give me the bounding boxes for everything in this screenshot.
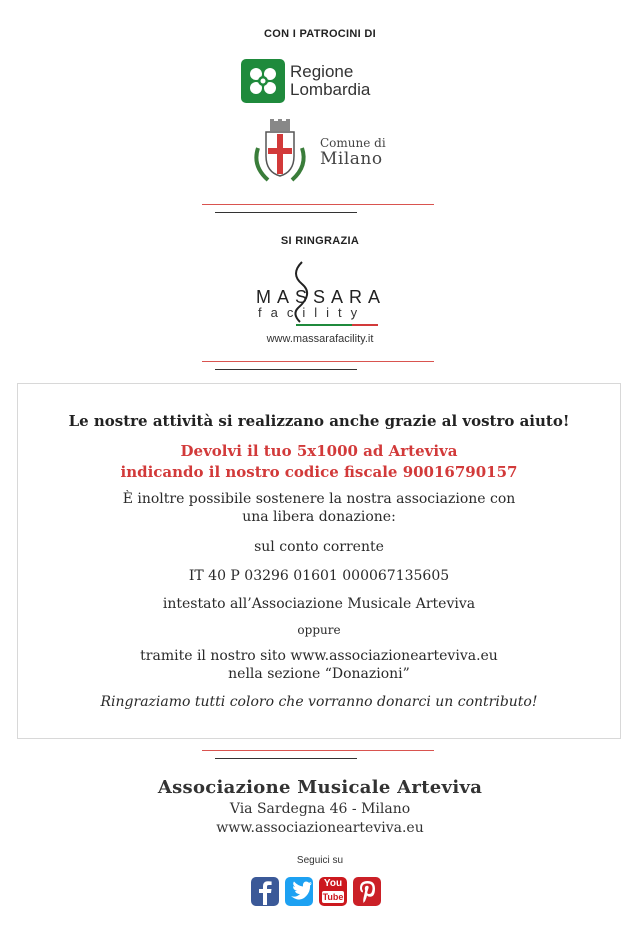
divider-dark xyxy=(215,758,357,759)
youtube-icon-bottom: Tube xyxy=(322,892,344,902)
divider-dark xyxy=(215,212,357,213)
support-card xyxy=(17,383,621,739)
donation-text-line2: una libera donazione: xyxy=(242,509,396,525)
massara-logo-name: MASSARA xyxy=(256,287,387,307)
highlight-5x1000-line2: indicando il nostro codice fiscale 90016790157 xyxy=(120,463,518,481)
regione-lombardia-logo xyxy=(240,58,400,104)
org-address: Via Sardegna 46 - Milano xyxy=(229,801,411,817)
site-text-line1: tramite il nostro sito www.associazionearteviva.eu xyxy=(140,648,498,664)
comune-milano-logo xyxy=(248,118,398,184)
divider-red xyxy=(202,361,434,362)
divider-red xyxy=(202,204,434,205)
org-website[interactable]: www.associazionearteviva.eu xyxy=(216,820,424,836)
massara-logo-facility: facility xyxy=(258,305,367,320)
follow-label: Seguici su xyxy=(296,855,344,866)
divider-dark xyxy=(215,369,357,370)
comune-logo-line2: Milano xyxy=(320,149,383,169)
account-holder: intestato all’Associazione Musicale Arteviva xyxy=(162,596,476,612)
site-text-line2: nella sezione “Donazioni” xyxy=(228,666,410,682)
highlight-5x1000-line1: Devolvi il tuo 5x1000 ad Arteviva xyxy=(180,442,458,460)
regione-logo-line2: Lombardia xyxy=(290,80,371,99)
support-title: Le nostre attività si realizzano anche grazie al vostro aiuto! xyxy=(68,412,570,430)
closing-thanks: Ringraziamo tutti coloro che vorranno donarci un contributo! xyxy=(100,694,538,710)
or-label: oppure xyxy=(297,623,341,637)
account-label: sul conto corrente xyxy=(254,539,384,555)
iban: IT 40 P 03296 01601 000067135605 xyxy=(188,568,450,584)
regione-lombardia-rose-icon xyxy=(240,58,286,104)
patronage-heading: CON I PATROCINI DI xyxy=(264,28,376,40)
pinterest-icon[interactable] xyxy=(353,877,381,906)
org-name: Associazione Musicale Arteviva xyxy=(157,777,483,798)
thanks-heading: SI RINGRAZIA xyxy=(280,235,360,247)
comune-logo-line1: Comune di xyxy=(320,136,386,150)
comune-milano-crest-icon xyxy=(248,118,312,184)
donation-text-line1: È inoltre possibile sostenere la nostra associazione con xyxy=(122,491,516,507)
sponsor-url: www.massarafacility.it xyxy=(266,333,374,345)
twitter-icon[interactable] xyxy=(285,877,313,906)
facebook-icon[interactable] xyxy=(251,877,279,906)
regione-logo-line1: Regione xyxy=(290,62,354,81)
massara-facility-logo xyxy=(252,260,387,332)
youtube-icon[interactable] xyxy=(319,877,347,906)
divider-red xyxy=(202,750,434,751)
youtube-icon-top: You xyxy=(323,878,343,889)
